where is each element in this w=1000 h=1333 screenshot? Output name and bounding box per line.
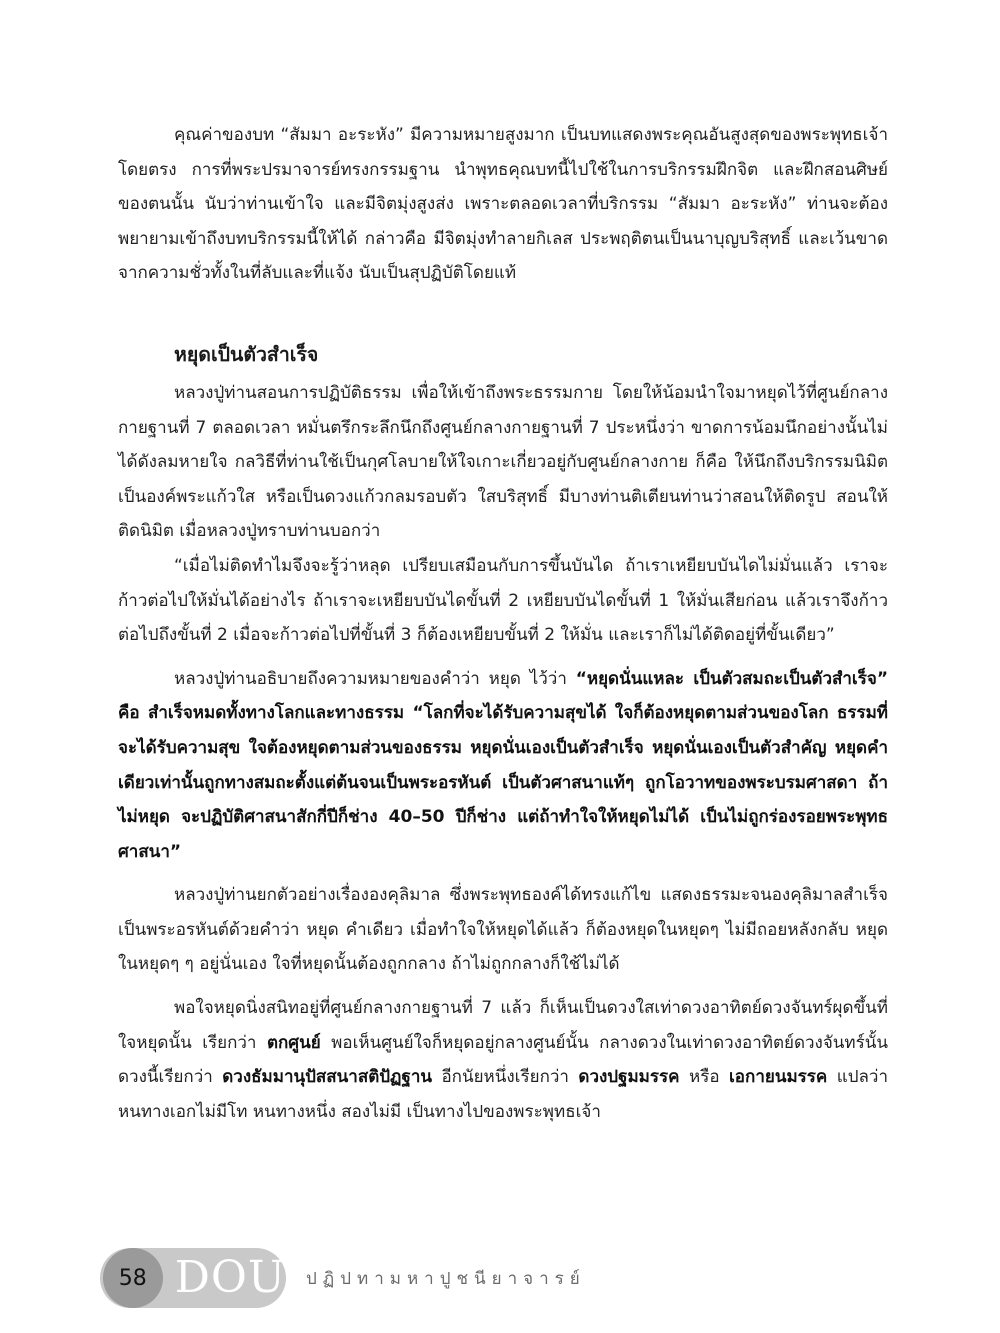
paragraph-meaning-of-stop bbox=[118, 662, 888, 870]
page-body bbox=[118, 118, 888, 1129]
paragraph-center-sphere bbox=[118, 991, 888, 1129]
text-run: พอเห็นศูนย์ใจก็หยุดอยู่กลางศูนย์นั้น กลางดวงในเท่าดวงอาทิตย์ดวงจันทร์นั้น ดวงนี้เรียกว่า bbox=[118, 1032, 889, 1088]
book-title: ปฏิปทามหาปูชนียาจารย์ bbox=[306, 1268, 586, 1289]
text-run: อีกนัยหนึ่งเรียกว่า bbox=[432, 1067, 579, 1088]
section-heading: หยุดเป็นตัวสำเร็จ bbox=[174, 342, 319, 366]
paragraph-stairs-quote: “เมื่อไม่ติดทำไมจึงจะรู้ว่าหลุด เปรียบเสมือนกับการขึ้นบันได ถ้าเราเหยียบบันไดไม่มั่นแล้ว เราจะก้าวต่อไปให้มั่นได้อย่างไร ถ้าเราจะเหยียบบันไดขั้นที่ 2 เหยียบบันไดขั้นที่ 1 ให้มั่นเสียก่อน แล้วเราจึงก้าวต่อไปถึงขั้นที่ 2 เมื่อจะก้าวต่อไปที่ขั้นที่ 3 ก็ต้องเหยียบขั้นที่ 2 ให้มั่น และเราก็ไม่ได้ติดอยู่ที่ขั้นเดียว” bbox=[118, 555, 888, 646]
bold-term-pathama-magga: ดวงปฐมมรรค bbox=[578, 1067, 680, 1088]
page-footer bbox=[100, 1247, 586, 1309]
page-number: 58 bbox=[103, 1248, 163, 1308]
text-run: หรือ bbox=[679, 1067, 729, 1088]
paragraph-value-of-samma-araham: คุณค่าของบท “สัมมา อะระหัง” มีความหมายสูงมาก เป็นบทแสดงพระคุณอันสูงสุดของพระพุทธเจ้าโดยตรง การที่พระปรมาจารย์ทรงกรรมฐาน นำพุทธคุณบทนี้ไปใช้ในการบริกรรมฝึกจิต และฝึกสอนศิษย์ของตนนั้น นับว่าท่านเข้าใจ และมีจิตมุ่งสูงส่ง เพราะตลอดเวลาที่บริกรรม “สัมมา อะระหัง” ท่านจะต้องพยายามเข้าถึงบทบริกรรมนี้ให้ได้ กล่าวคือ มีจิตมุ่งทำลายกิเลส ประพฤติตนเป็นนาบุญบริสุทธิ์ และเว้นขาดจากความชั่วทั้งในที่ลับและที่แจ้ง นับเป็นสุปฏิบัติโดยแท้ bbox=[118, 125, 888, 284]
bold-term-ekayana-magga: เอกายนมรรค bbox=[729, 1067, 828, 1088]
bold-term-tok-soon: ตกศูนย์ bbox=[266, 1032, 321, 1053]
paragraph-meaning-quote: “หยุดนั่นแหละ เป็นตัวสมถะเป็นตัวสำเร็จ” คือ สำเร็จหมดทั้งทางโลกและทางธรรม “โลกที่จะได้รับความสุขได้ ใจก็ต้องหยุดตามส่วนของโลก ธรรมที่จะได้รับความสุข ใจต้องหยุดตามส่วนของธรรม หยุดนั่นเองเป็นตัวสำเร็จ หยุดนั่นเองเป็นตัวสำคัญ หยุดคำเดียวเท่านั้นถูกทางสมถะตั้งแต่ต้นจนเป็นพระอรหันต์ เป็นตัวศาสนาแท้ๆ ถูกโอวาทของพระบรมศาสดา ถ้าไม่หยุด จะปฏิบัติศาสนาสักกี่ปีก็ช่าง 40–50 ปีก็ช่าง แต่ถ้าทำใจให้หยุดไม่ได้ เป็นไม่ถูกร่องรอยพระพุทธศาสนา” bbox=[118, 668, 888, 862]
dou-logo: DOU bbox=[174, 1252, 286, 1303]
paragraph-meaning-intro: หลวงปู่ท่านอธิบายถึงความหมายของคำว่า หยุด ไว้ว่า bbox=[174, 668, 576, 689]
text-run: พอใจหยุดนิ่งสนิทอยู่ที่ศูนย์กลางกายฐานที่ 7 แล้ว ก็เห็นเป็นดวงใสเท่าดวงอาทิตย์ดวงจันทร์ผุดขึ้นที่ใจหยุดนั้น เรียกว่า bbox=[118, 998, 888, 1053]
text-run: แปลว่า หนทางเอกไม่มีโท หนทางหนึ่ง สองไม่มี เป็นทางไปของพระพุทธเจ้า bbox=[118, 1067, 888, 1122]
paragraph-practice-teaching: หลวงปู่ท่านสอนการปฏิบัติธรรม เพื่อให้เข้าถึงพระธรรมกาย โดยให้น้อมนำใจมาหยุดไว้ที่ศูนย์กลางกายฐานที่ 7 ตลอดเวลา หมั่นตรึกระลึกนึกถึงศูนย์กลางกายฐานที่ 7 ประหนึ่งว่า ขาดการน้อมนึกอย่างนั้นไม่ได้ดังลมหายใจ กลวิธีที่ท่านใช้เป็นกุศโลบายให้ใจเกาะเกี่ยวอยู่กับศูนย์กลางกาย ก็คือ ให้นึกถึงบริกรรมนิมิตเป็นองค์พระแก้วใส หรือเป็นดวงแก้วกลมรอบตัว ใสบริสุทธิ์ มีบางท่านติเตียนท่านว่าสอนให้ติดรูป สอนให้ติดนิมิต เมื่อหลวงปู่ทราบท่านบอกว่า bbox=[118, 382, 888, 542]
footer-badge bbox=[100, 1248, 286, 1308]
bold-term-dhammanupassana: ดวงธัมมานุปัสสนาสติปัฏฐาน bbox=[222, 1067, 432, 1088]
paragraph-angulimala: หลวงปู่ท่านยกตัวอย่างเรื่ององคุลิมาล ซึ่งพระพุทธองค์ได้ทรงแก้ไข แสดงธรรมะจนองคุลิมาลสำเร็จเป็นพระอรหันต์ด้วยคำว่า หยุด คำเดียว เมื่อทำใจให้หยุดได้แล้ว ก็ต้องหยุดในหยุดๆ ไม่มีถอยหลังกลับ หยุดในหยุดๆ ๆ อยู่นั่นเอง ใจที่หยุดนั้นต้องถูกกลาง ถ้าไม่ถูกกลางก็ใช้ไม่ได้ bbox=[118, 885, 888, 975]
